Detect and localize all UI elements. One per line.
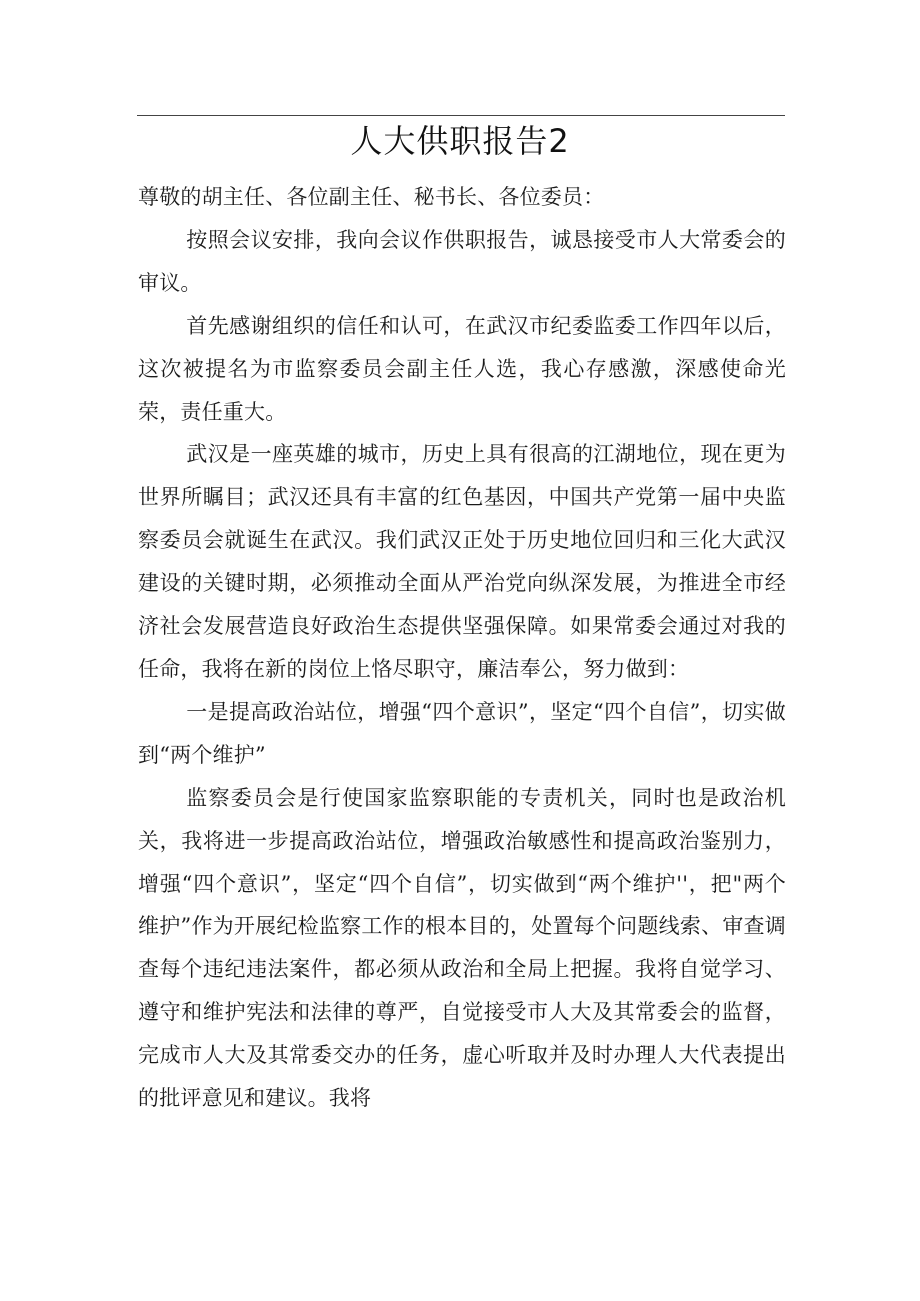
salutation: 尊敬的胡主任、各位副主任、秘书长、各位委员：: [138, 185, 605, 209]
document-body: [138, 176, 786, 1120]
paragraph: 监察委员会是行使国家监察职能的专责机关，同时也是政治机关，我将进一步提高政治站位，增强政治敏感性和提高政治鉴别力，增强“四个意识”，坚定“四个自信”，切实做到“两个维护''，把"两个维护”作为开展纪检监察工作的根本目的，处置每个问题线索、审查调查每个违纪违法案件，都必须从政治和全局上把握。我将自觉学习、遵守和维护宪法和法律的尊严，自觉接受市人大及其常委会的监督，完成市人大及其常委交办的任务，虚心听取并及时办理人大代表提出的批评意见和建议。我将: [138, 785, 786, 1111]
paragraph: 按照会议安排，我向会议作供职报告，诚恳接受市人大常委会的审议。: [138, 227, 786, 295]
header-rule: [137, 115, 785, 116]
paragraph: 首先感谢组织的信任和认可，在武汉市纪委监委工作四年以后，这次被提名为市监察委员会副主任人选，我心存感激，深感使命光荣，责任重大。: [138, 313, 786, 424]
section-heading: 一是提高政治站位，增强“四个意识”，坚定“四个自信”，切实做到“两个维护”: [138, 699, 786, 767]
document-title: 人大供职报告2: [350, 122, 570, 160]
paragraph: 武汉是一座英雄的城市，历史上具有很高的江湖地位，现在更为世界所瞩目；武汉还具有丰富的红色基因，中国共产党第一届中央监察委员会就诞生在武汉。我们武汉正处于历史地位回归和三化大武汉建设的关键时期，必须推动全面从严治党向纵深发展，为推进全市经济社会发展营造良好政治生态提供坚强保障。如果常委会通过对我的任命，我将在新的岗位上恪尽职守，廉洁奉公，努力做到：: [138, 442, 786, 681]
